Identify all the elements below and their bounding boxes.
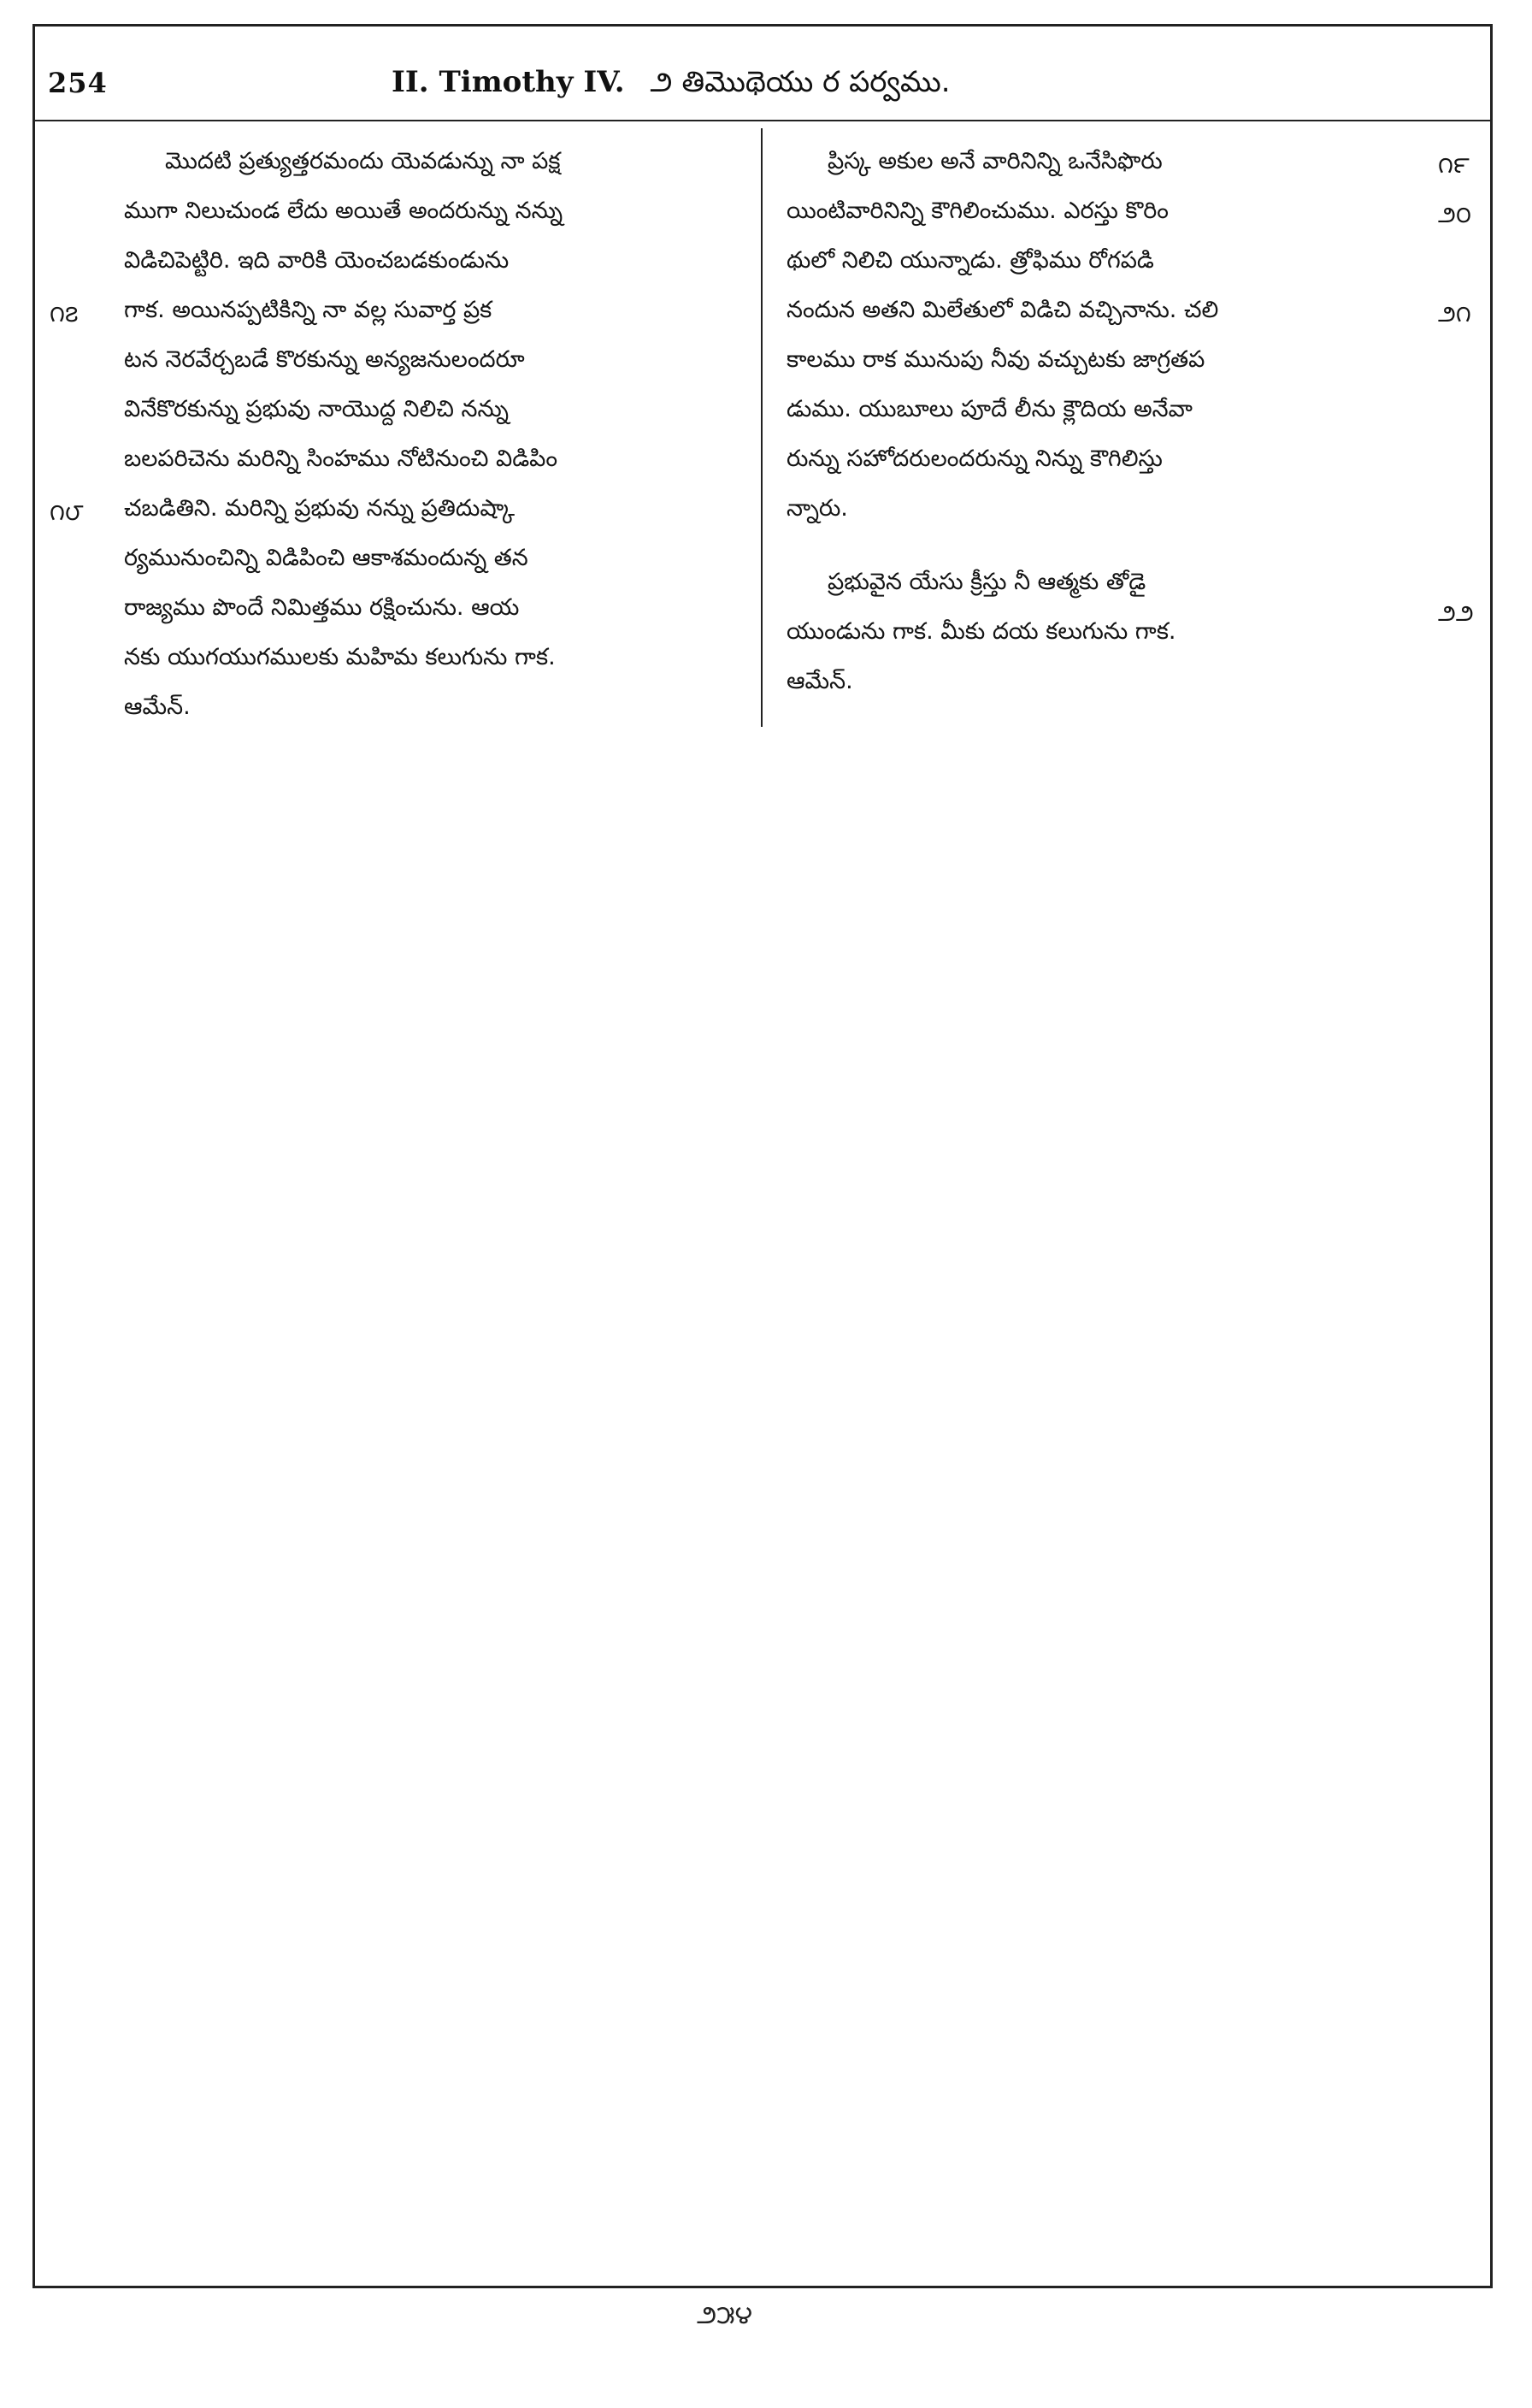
text-line: ముగా నిలుచుండ లేదు అయితే అందరున్ను నన్ను bbox=[124, 198, 563, 224]
text-line: నకు యుగయుగములకు మహిమ కలుగును గాక. bbox=[124, 644, 556, 670]
running-title-telugu: ౨ తిమొథెయు ర పర్వము. bbox=[650, 65, 951, 99]
right-column bbox=[787, 137, 1423, 706]
text-line: ప్రభువైన యేసు క్రీస్తు నీ ఆత్మకు తోడై bbox=[828, 569, 1146, 595]
verse-marker: ౧౭ bbox=[50, 301, 79, 328]
text-line: యుండును గాక. మీకు దయ కలుగును గాక. bbox=[787, 618, 1176, 645]
text-line: కాలము రాక మునుపు నీవు వచ్చుటకు జాగ్రతప bbox=[787, 346, 1205, 373]
running-title bbox=[392, 65, 951, 106]
left-column bbox=[124, 137, 744, 732]
text-line: డుము. యుబూలు పూదే లీను క్లౌదియ అనేవా bbox=[787, 396, 1193, 422]
text-line: ర్యమునుంచిన్ని విడిపించి ఆకాశమందున్న తన bbox=[124, 545, 528, 571]
text-line: చబడితిని. మరిన్ని ప్రభువు నన్ను ప్రతిదుష్కా bbox=[124, 495, 516, 522]
text-line: టన నెరవేర్చబడే కొరకున్ను అన్యజనులందరూ bbox=[124, 346, 525, 373]
text-line: విడిచిపెట్టిరి. ఇది వారికి యెంచబడకుండును bbox=[124, 247, 510, 274]
verse-marker: ౧౯ bbox=[1438, 152, 1470, 179]
text-line: నందున అతని మిలేతులో విడిచి వచ్చినాను. చలి bbox=[787, 297, 1219, 323]
page-number: 254 bbox=[48, 67, 108, 99]
verse-marker: ౨౨ bbox=[1438, 600, 1474, 627]
text-line: రాజ్యము పొందే నిమిత్తము రక్షించును. ఆయ bbox=[124, 594, 520, 621]
text-line: ఆమేన్. bbox=[124, 693, 191, 720]
paragraph-gap bbox=[787, 534, 1423, 558]
text-line: యింటివారినిన్ని కౌగిలించుము. ఎరస్తు కొరిం bbox=[787, 198, 1169, 224]
verse-marker: ౨౦ bbox=[1438, 202, 1472, 228]
verse-marker: ౨౧ bbox=[1438, 301, 1471, 328]
running-title-english: II. Timothy IV. bbox=[392, 65, 625, 99]
text-line: ప్రిస్క అకుల అనే వారినిన్ని ఒనేసిఫొరు bbox=[828, 148, 1163, 174]
text-line: రున్ను సహోదరులందరున్ను నిన్ను కౌగిలిస్తు bbox=[787, 446, 1163, 472]
text-line: వినేకొరకున్ను ప్రభువు నాయొద్ద నిలిచి నన్ను bbox=[124, 396, 509, 422]
text-line: ఆమేన్. bbox=[787, 668, 853, 694]
signature-mark: ౨౫౪ bbox=[697, 2300, 753, 2330]
text-line: గాక. అయినప్పటికిన్ని నా వల్ల సువార్త ప్రక bbox=[124, 297, 492, 323]
text-line: థులో నిలిచి యున్నాడు. త్రోఫిము రోగపడి bbox=[787, 247, 1154, 274]
column-divider bbox=[761, 128, 763, 727]
text-line: న్నారు. bbox=[787, 495, 848, 522]
header-rule bbox=[32, 120, 1493, 121]
verse-marker: ౧౮ bbox=[50, 499, 84, 526]
page-header bbox=[32, 51, 1493, 120]
text-line: మొదటి ప్రత్యుత్తరమందు యెవడున్ను నా పక్ష bbox=[165, 148, 561, 174]
text-line: బలపరిచెను మరిన్ని సింహము నోటినుంచి విడిపిం bbox=[124, 446, 558, 472]
